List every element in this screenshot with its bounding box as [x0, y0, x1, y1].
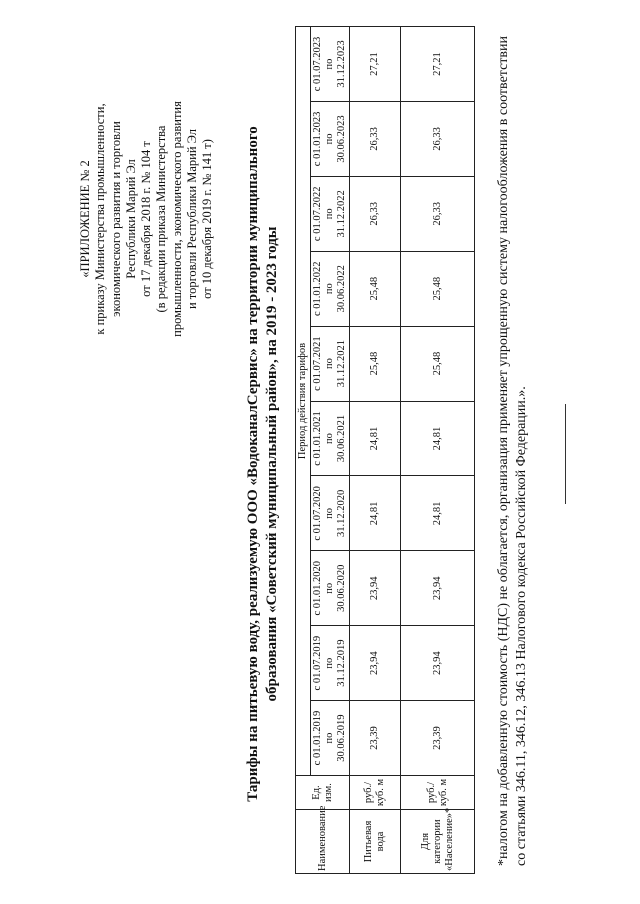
period-from: с 01.07.2019	[312, 635, 323, 691]
period-po: по	[324, 433, 335, 444]
period-from: с 01.07.2020	[312, 486, 323, 541]
table-row	[350, 27, 401, 874]
period-cell	[311, 176, 350, 251]
appendix-line: «ПРИЛОЖЕНИЕ № 2	[78, 160, 92, 278]
period-to: 31.12.2019	[336, 639, 347, 687]
period-cell	[311, 701, 350, 776]
table-header-row	[296, 27, 311, 874]
period-to: 31.12.2023	[336, 40, 347, 88]
appendix-line: экономического развития и торговли	[108, 121, 123, 317]
header-name: Наименование	[296, 810, 350, 874]
tariff-value: 24,81	[401, 401, 475, 476]
period-from: с 01.01.2020	[312, 561, 323, 616]
row-name-line: «Население»*	[443, 807, 455, 871]
period-cell	[311, 27, 350, 102]
tariff-value: 27,21	[350, 27, 401, 102]
tariff-value: 26,33	[401, 176, 475, 251]
table-row	[401, 27, 475, 874]
appendix-line: от 10 декабря 2019 г. № 141 т)	[200, 139, 215, 299]
tariff-value: 25,48	[401, 251, 475, 326]
appendix-line: (в редакции приказа Министерства	[154, 125, 169, 313]
appendix-line: к приказу Министерства промышленности,	[93, 103, 108, 335]
period-from: с 01.01.2023	[312, 111, 323, 167]
period-cell	[311, 626, 350, 701]
row-name-line: Для категории	[419, 819, 443, 864]
tariff-value: 25,48	[350, 326, 401, 401]
tariff-value: 23,39	[350, 701, 401, 776]
period-to: 30.06.2022	[336, 265, 347, 313]
tariff-value: 24,81	[350, 476, 401, 551]
period-from: с 01.01.2021	[312, 411, 323, 466]
period-to: 30.06.2020	[336, 564, 347, 612]
appendix-line: Республики Марий Эл	[123, 159, 138, 279]
title-line-1: Тарифы на питьевую воду, реализуемую ООО «ВодоканалСервис» на территории муниципального	[245, 126, 261, 802]
period-from: с 01.07.2021	[312, 336, 323, 391]
period-to: 31.12.2022	[336, 190, 347, 238]
period-cell	[311, 551, 350, 626]
row-name	[401, 807, 475, 874]
period-to: 30.06.2023	[336, 115, 347, 163]
tariff-value: 24,81	[401, 476, 475, 551]
header-unit: Ед. изм.	[296, 776, 350, 810]
footnote: *налогом на добавленную стоимость (НДС) не облагается, организация применяет упрощенную систему налогообложения в соответствии со статьями 346.11, 346.12, 346.13 Налогового кодекса Российской Федерации.».	[496, 36, 529, 866]
tariff-value: 25,48	[350, 251, 401, 326]
period-from: с 01.07.2023	[312, 36, 323, 92]
tariff-value: 26,33	[350, 176, 401, 251]
tariff-table	[295, 26, 475, 874]
period-from: с 01.01.2022	[312, 261, 323, 316]
period-to: 30.06.2019	[336, 714, 347, 762]
tariff-value: 25,48	[401, 326, 475, 401]
period-po: по	[324, 58, 335, 70]
period-from: с 01.01.2019	[312, 710, 323, 766]
appendix-header	[78, 39, 216, 399]
row-unit-line: куб. м	[375, 778, 387, 807]
appendix-line: и торговли Республики Марий Эл	[185, 128, 200, 310]
period-to: 31.12.2021	[336, 339, 347, 388]
period-to: 30.06.2021	[336, 414, 347, 463]
period-from: с 01.07.2022	[312, 186, 323, 242]
row-unit	[350, 776, 401, 810]
tariff-value: 24,81	[350, 401, 401, 476]
tariff-value: 23,39	[401, 701, 475, 776]
document-title	[244, 64, 282, 864]
period-po: по	[324, 507, 335, 519]
period-cell	[311, 101, 350, 176]
period-cell	[311, 251, 350, 326]
tariff-value: 23,94	[350, 551, 401, 626]
tariff-value: 26,33	[401, 101, 475, 176]
period-cell	[311, 476, 350, 551]
period-po: по	[324, 283, 335, 295]
separator-line	[565, 404, 566, 504]
period-po: по	[324, 133, 335, 145]
row-unit	[401, 776, 475, 810]
period-to: 31.12.2020	[336, 489, 347, 538]
row-unit-line: руб./	[425, 781, 437, 804]
period-cell	[311, 401, 350, 476]
period-header-row	[311, 27, 350, 874]
title-line-2: образования «Советский муниципальный район», на 2019 - 2023 годы	[264, 226, 280, 702]
period-cell	[311, 326, 350, 401]
row-unit-line: руб./	[363, 781, 375, 804]
period-po: по	[324, 732, 335, 744]
period-po: по	[324, 208, 335, 220]
appendix-line: промышленности, экономического развития	[169, 101, 184, 337]
tariff-value: 26,33	[350, 101, 401, 176]
row-unit-line: куб. м	[437, 778, 449, 807]
period-po: по	[324, 358, 335, 370]
period-po: по	[324, 582, 335, 594]
tariff-value: 27,21	[401, 27, 475, 102]
row-name-line: Питьевая вода	[363, 820, 387, 863]
header-period: Период действия тарифов	[296, 27, 311, 776]
tariff-value: 23,94	[401, 626, 475, 701]
tariff-value: 23,94	[401, 551, 475, 626]
table-body	[350, 27, 475, 874]
period-po: по	[324, 657, 335, 669]
appendix-line: от 17 декабря 2018 г. № 104 т	[139, 141, 154, 297]
tariff-value: 23,94	[350, 626, 401, 701]
row-name	[350, 810, 401, 874]
